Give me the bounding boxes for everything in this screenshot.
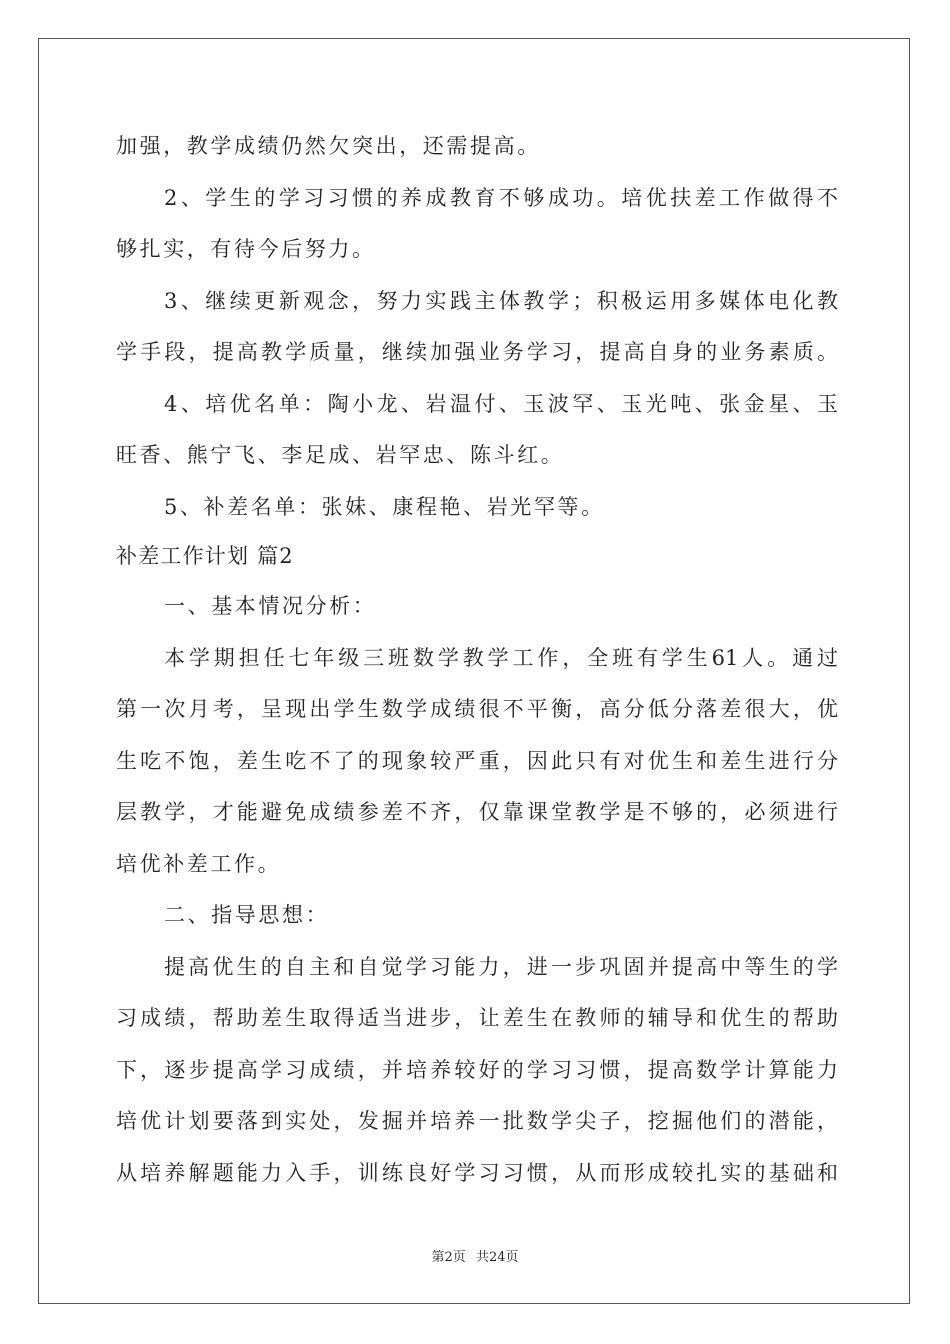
- paragraph-line: 层教学，才能避免成绩参差不齐，仅靠课堂教学是不够的，必须进行: [116, 800, 838, 824]
- page-number: 第2页: [431, 1250, 466, 1265]
- paragraph-line: 培优计划要落到实处，发掘并培养一批数学尖子，挖掘他们的潜能，: [116, 1109, 838, 1133]
- subheading: 一、基本情况分析：: [164, 594, 377, 618]
- paragraph-line: 学手段，提高教学质量，继续加强业务学习，提高自身的业务素质。: [116, 340, 838, 364]
- page-total: 共24页: [475, 1250, 519, 1265]
- paragraph-line: 加强，教学成绩仍然欠突出，还需提高。: [116, 134, 541, 158]
- paragraph-line: 本学期担任七年级三班数学教学工作，全班有学生61人。通过: [164, 646, 838, 670]
- paragraph-line: 旺香、熊宁飞、李足成、岩罕忠、陈斗红。: [116, 443, 565, 467]
- paragraph-line: 培优补差工作。: [116, 852, 282, 876]
- subheading: 二、指导思想：: [164, 903, 330, 927]
- paragraph-line: 5、补差名单：张妹、康程艳、岩光罕等。: [164, 495, 605, 519]
- paragraph-line: 从培养解题能力入手，训练良好学习习惯，从而形成较扎实的基础和: [116, 1161, 838, 1185]
- paragraph-line: 够扎实，有待今后努力。: [116, 237, 376, 261]
- paragraph-line: 习成绩，帮助差生取得适当进步，让差生在教师的辅导和优生的帮助: [116, 1006, 838, 1030]
- paragraph-line: 生吃不饱，差生吃不了的现象较严重，因此只有对优生和差生进行分: [116, 749, 838, 773]
- page-footer: [0, 1246, 950, 1265]
- paragraph-line: 下，逐步提高学习成绩，并培养较好的学习习惯，提高数学计算能力: [116, 1058, 838, 1082]
- section-heading: 补差工作计划 篇2: [116, 544, 294, 568]
- paragraph-line: 提高优生的自主和自觉学习能力，进一步巩固并提高中等生的学: [164, 955, 838, 979]
- paragraph-line: 4、培优名单：陶小龙、岩温付、玉波罕、玉光吨、张金星、玉: [164, 392, 838, 416]
- paragraph-line: 第一次月考，呈现出学生数学成绩很不平衡，高分低分落差很大，优: [116, 697, 838, 721]
- paragraph-line: 3、继续更新观念，努力实践主体教学；积极运用多媒体电化教: [164, 289, 838, 313]
- paragraph-line: 2、学生的学习习惯的养成教育不够成功。培优扶差工作做得不: [164, 186, 838, 210]
